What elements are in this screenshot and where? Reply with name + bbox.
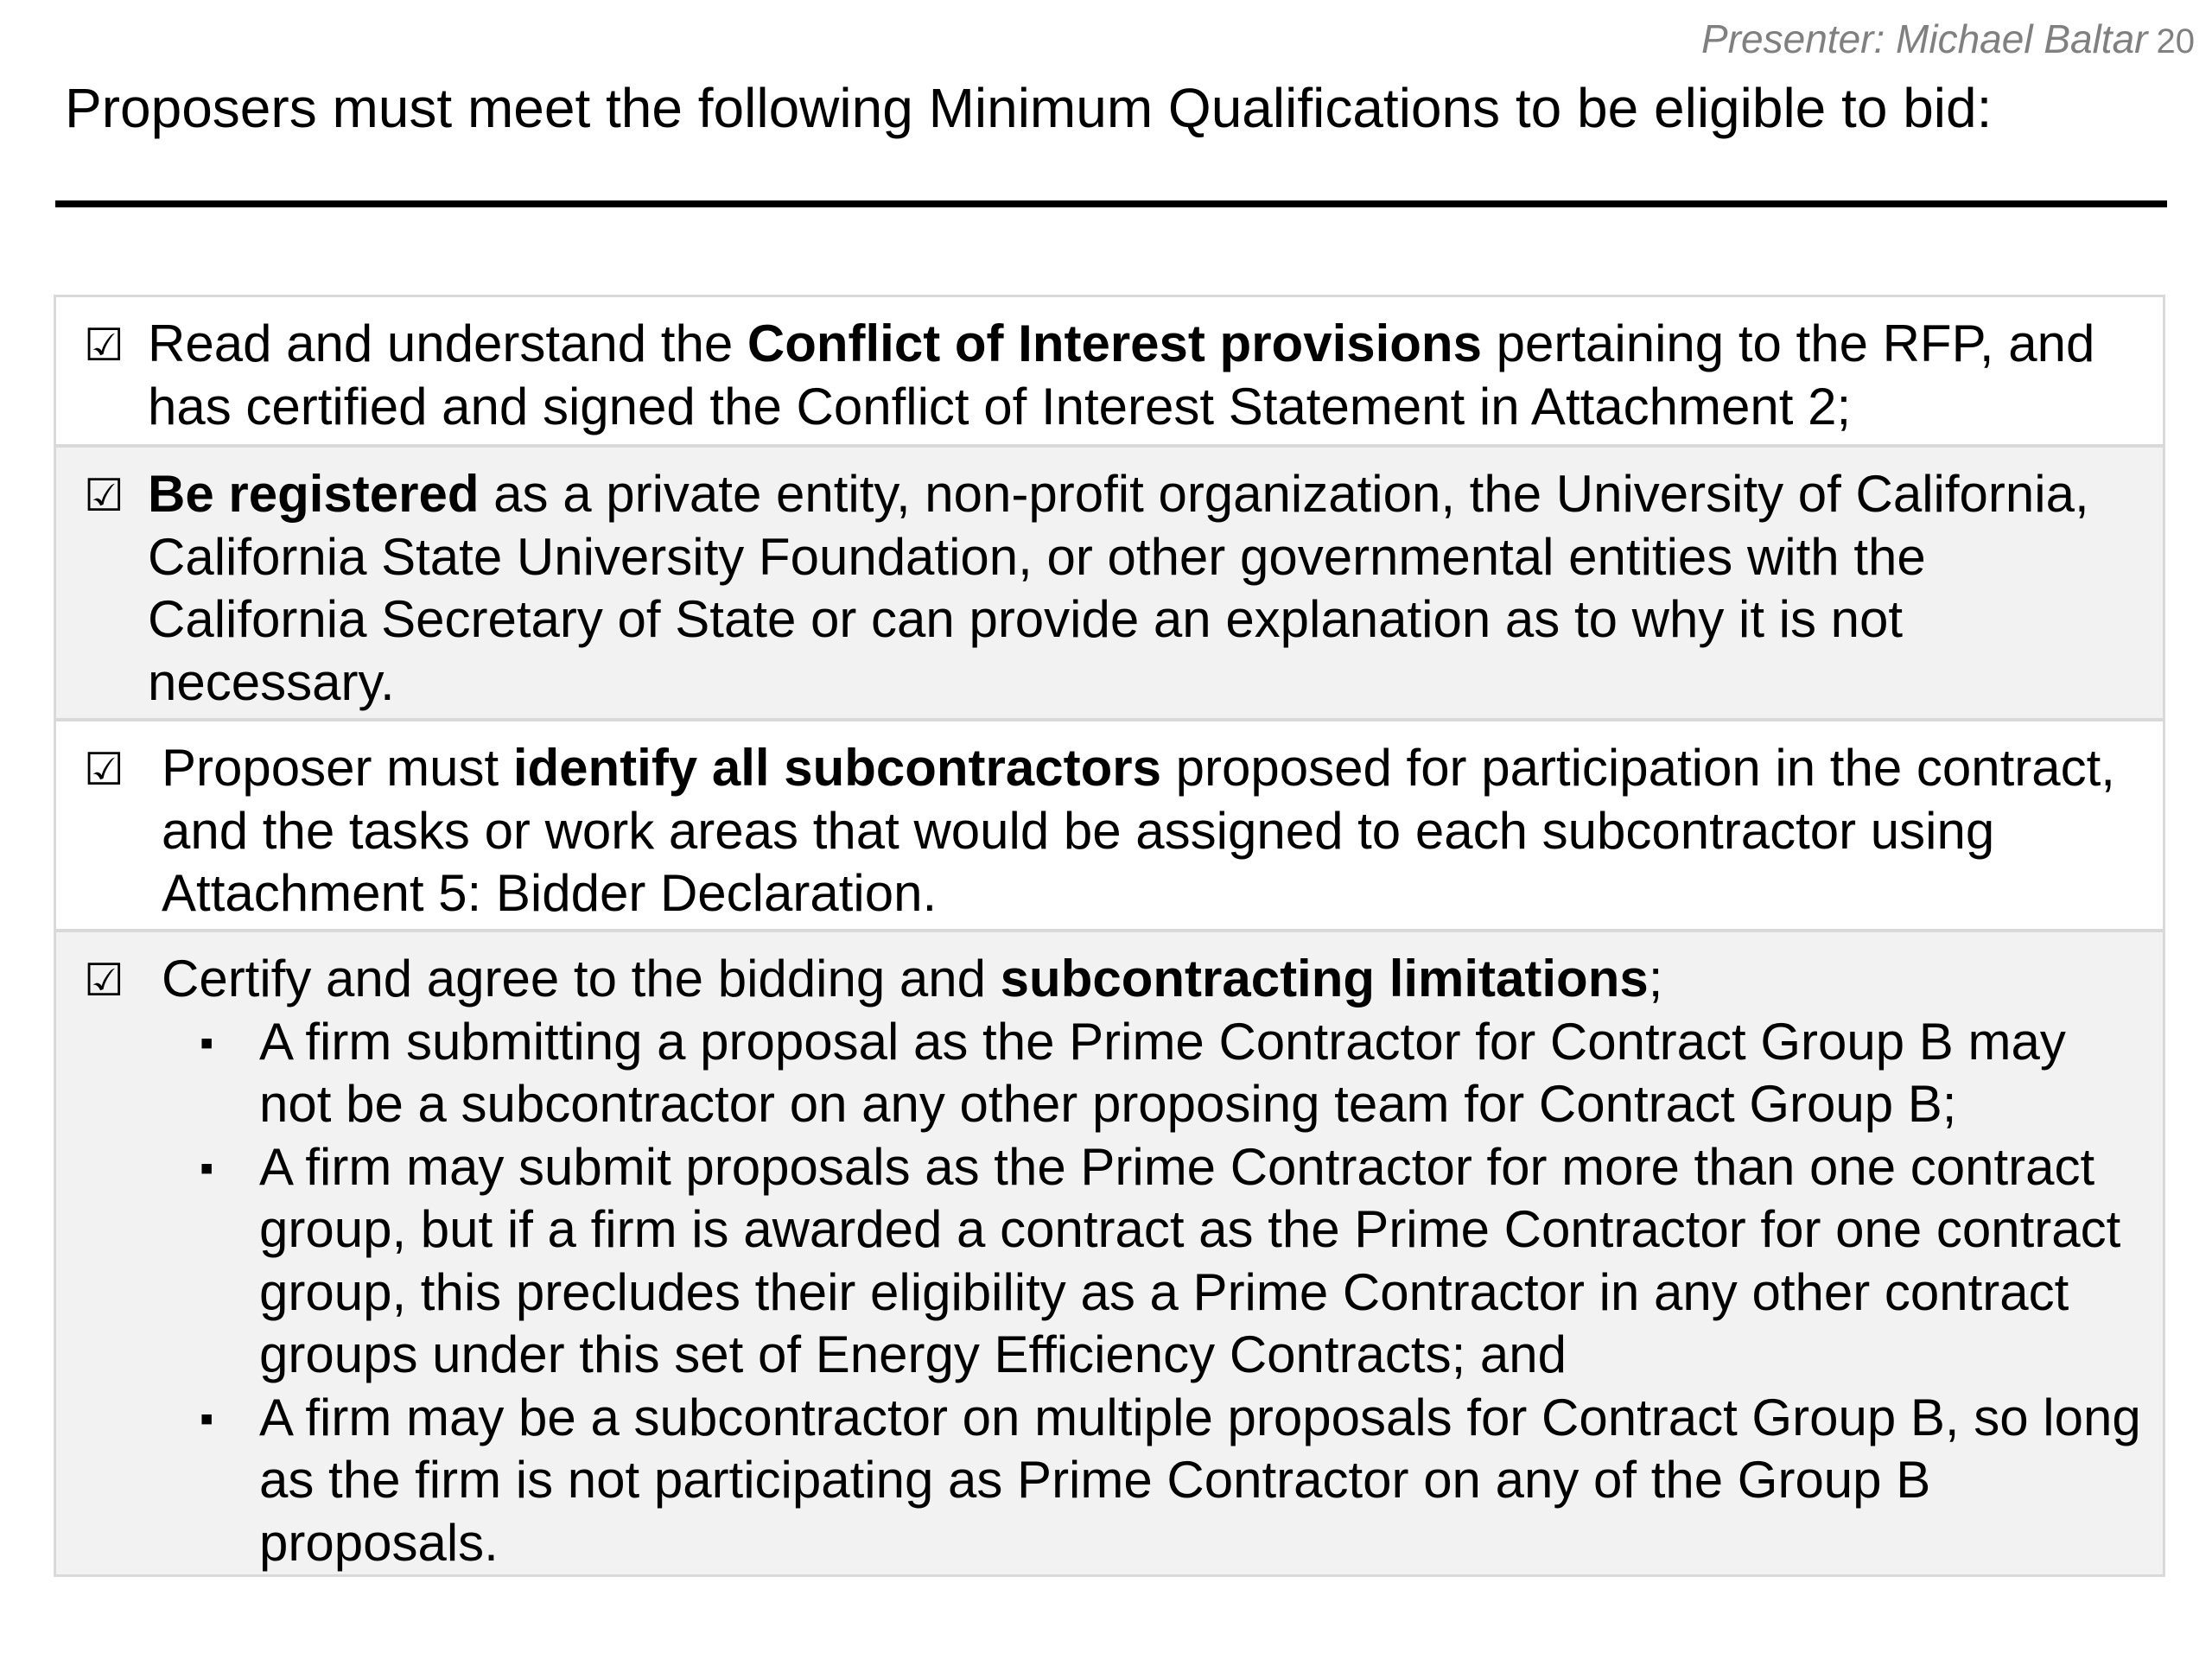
qualification-emphasis: Conflict of Interest provisions [747, 315, 1482, 372]
sub-item [162, 1387, 2151, 1575]
sub-item-text: A firm may submit proposals as the Prime Contractor for more than one contract group, but if a firm is awarded a contract as the Prime Contractor for one contract group, this precludes their eligibility as a Prime Contractor in any other contract groups under this set of Energy Efficiency Contracts; and [259, 1137, 2121, 1383]
qualification-text-lead: Read and understand the [148, 315, 747, 372]
sub-item-text: A firm may be a subcontractor on multiple proposals for Contract Group B, so long as the firm is not participating as Prime Contractor on any of the Group B proposals. [259, 1388, 2141, 1572]
sub-item-text: A firm submitting a proposal as the Prime Contractor for Contract Group B may not be a subcontractor on any other proposing team for Contract Group B; [259, 1012, 2066, 1133]
qualification-text-rest: proposed for participation in the contract, and the tasks or work areas that would be assigned to each subcontractor using Attachment 5: Bidder Declaration. [162, 739, 2115, 922]
qualification-row [56, 929, 2163, 1574]
qualification-emphasis: Be registered [148, 465, 480, 523]
qualification-row [56, 444, 2163, 718]
qualification-text [162, 948, 2151, 1574]
square-bullet-icon: ▪ [200, 1395, 214, 1440]
qualification-lead-line [162, 948, 2151, 1011]
qualification-text-rest: as a private entity, non-profit organization, the University of California, California State University Foundation, or other governmental entities with the California Secretary of State or can provide an explanation as to why it is not necessary. [148, 465, 2089, 711]
qualification-row [56, 297, 2163, 444]
qualification-text [162, 737, 2151, 925]
checked-box-icon: ☑ [84, 320, 124, 372]
sub-item [162, 1136, 2151, 1387]
qualifications-table [54, 295, 2165, 1577]
qualification-row [56, 718, 2163, 929]
sub-item [162, 1011, 2151, 1136]
qualification-emphasis: identify all subcontractors [512, 739, 1161, 797]
qualification-text-rest: ; [1648, 950, 1663, 1007]
slide-title: Proposers must meet the following Minimum Qualifications to be eligible to bid: [65, 77, 1993, 139]
qualification-text-lead: Proposer must [162, 739, 513, 797]
square-bullet-icon: ▪ [200, 1144, 214, 1190]
presenter-credit [1642, 16, 2195, 62]
slide-number: 20 [2156, 22, 2195, 60]
checked-box-icon: ☑ [84, 470, 124, 522]
qualification-text-rest: pertaining to the RFP, and has certified and signed the Conflict of Interest Statement in Attachment 2; [148, 315, 2095, 435]
checked-box-icon: ☑ [84, 744, 124, 796]
qualification-text [148, 313, 2145, 438]
checked-box-icon: ☑ [84, 955, 124, 1007]
qualification-text [148, 463, 2145, 714]
qualification-text-lead: Certify and agree to the bidding and [162, 950, 1001, 1007]
square-bullet-icon: ▪ [200, 1019, 214, 1065]
presenter-name: Presenter: Michael Baltar [1701, 16, 2148, 61]
qualification-emphasis: subcontracting limitations [1000, 950, 1649, 1007]
title-divider [55, 200, 2167, 207]
